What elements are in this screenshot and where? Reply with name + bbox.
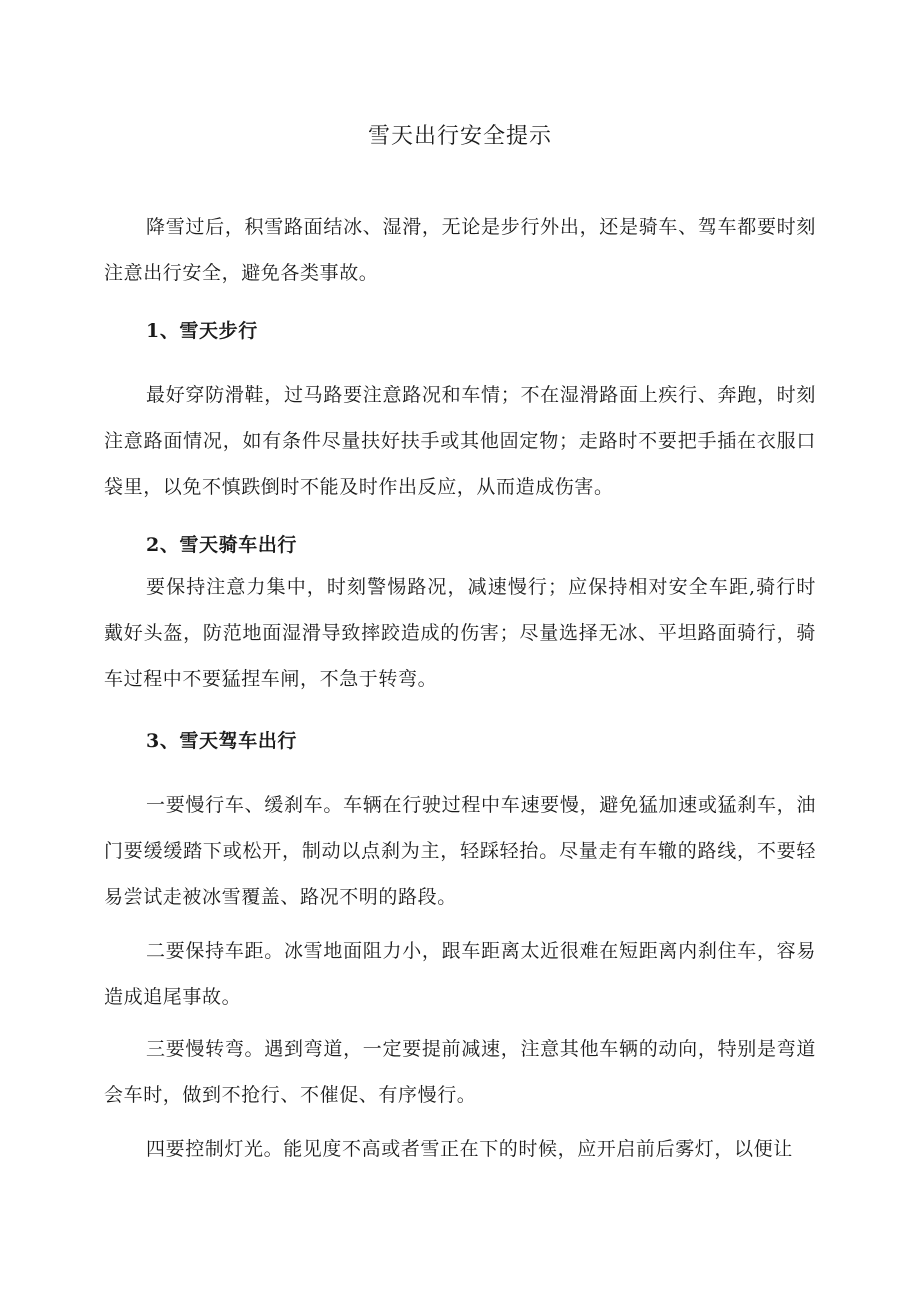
section-heading-cycling: 2、雪天骑车出行 [146, 534, 298, 556]
intro-paragraph: 降雪过后，积雪路面结冰、湿滑，无论是步行外出，还是骑车、驾车都要时刻注意出行安全，避免各类事故。 [104, 216, 816, 284]
driving-item-slow-brake: 一要慢行车、缓刹车。车辆在行驶过程中车速要慢，避免猛加速或猛刹车，油门要缓缓踏下或松开，制动以点刹为主，轻踩轻抬。尽量走有车辙的路线，不要轻易尝试走被冰雪覆盖、路况不明的路段。 [104, 794, 816, 908]
driving-item-slow-turn: 三要慢转弯。遇到弯道，一定要提前减速，注意其他车辆的动向，特别是弯道会车时，做到不抢行、不催促、有序慢行。 [104, 1038, 816, 1106]
section-body-walking: 最好穿防滑鞋，过马路要注意路况和车情；不在湿滑路面上疾行、奔跑，时刻注意路面情况，如有条件尽量扶好扶手或其他固定物；走路时不要把手插在衣服口袋里，以免不慎跌倒时不能及时作出反应，从而造成伤害。 [104, 384, 816, 498]
driving-item-lights: 四要控制灯光。能见度不高或者雪正在下的时候，应开启前后雾灯，以便让 [146, 1138, 793, 1160]
document-title: 雪天出行安全提示 [367, 124, 552, 149]
driving-item-keep-distance: 二要保持车距。冰雪地面阻力小，跟车距离太近很难在短距离内刹住车，容易造成追尾事故。 [104, 940, 816, 1008]
section-body-cycling: 要保持注意力集中，时刻警惕路况，减速慢行；应保持相对安全车距,骑行时戴好头盔，防范地面湿滑导致摔跤造成的伤害；尽量选择无冰、平坦路面骑行，骑车过程中不要猛捏车闸，不急于转弯。 [104, 576, 816, 690]
section-heading-walking: 1、雪天步行 [146, 320, 258, 342]
section-heading-driving: 3、雪天驾车出行 [146, 730, 298, 752]
